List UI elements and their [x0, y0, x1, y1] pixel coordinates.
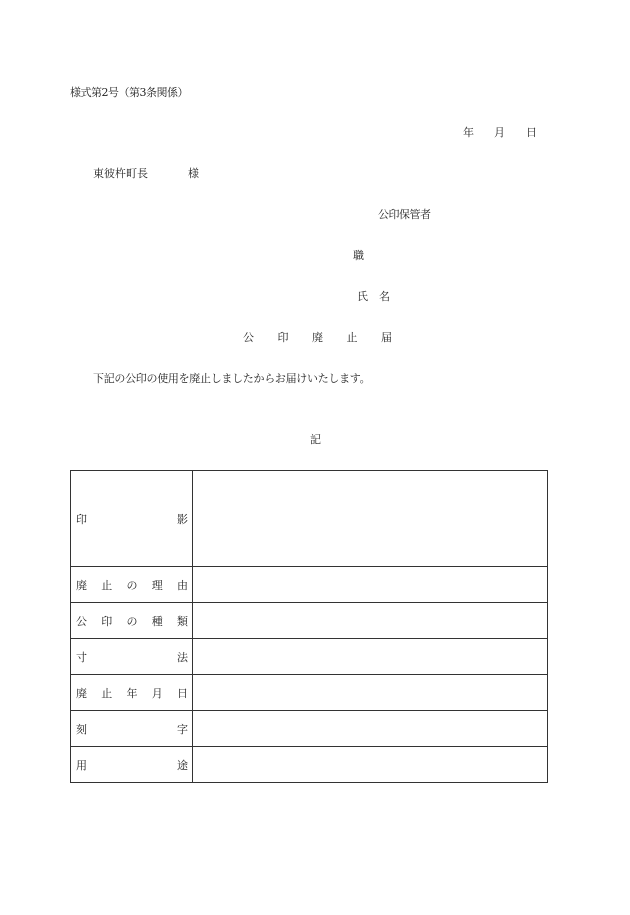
- label-char: 日: [177, 686, 188, 700]
- label-char: の: [126, 614, 138, 628]
- title-char: 公: [243, 331, 254, 344]
- row-label: [71, 567, 193, 603]
- label-char: 公: [76, 614, 87, 628]
- table-row-abolition-date: [71, 675, 548, 711]
- date-year-label: 年: [463, 126, 474, 139]
- label-char: 類: [177, 614, 188, 628]
- title-char: 廃: [312, 331, 323, 344]
- row-label: [71, 471, 193, 567]
- row-label: [71, 639, 193, 675]
- title-char: 印: [277, 331, 289, 344]
- table-row-seal-impression: [71, 471, 548, 567]
- date-line: [463, 126, 537, 140]
- engraving-cell[interactable]: [193, 711, 548, 747]
- date-month-label: 月: [494, 126, 505, 139]
- addressee: [93, 167, 199, 181]
- table-row-seal-type: [71, 603, 548, 639]
- abolition-reason-cell[interactable]: [193, 567, 548, 603]
- table-row-usage: [71, 747, 548, 783]
- label-char: の: [126, 578, 138, 592]
- table-row-engraving: [71, 711, 548, 747]
- name-label: 氏名: [357, 290, 401, 303]
- label-char: 止: [101, 578, 113, 592]
- label-char: 寸: [76, 650, 87, 664]
- row-label: [71, 603, 193, 639]
- label-char: 印: [101, 614, 113, 628]
- label-char: 途: [177, 758, 188, 772]
- dimensions-cell[interactable]: [193, 639, 548, 675]
- intro-text: 下記の公印の使用を廃止しましたからお届けいたします。: [93, 372, 371, 385]
- addressee-suffix: 様: [188, 167, 199, 180]
- label-char: 用: [76, 758, 87, 772]
- row-label: [71, 747, 193, 783]
- row-label: [71, 675, 193, 711]
- label-char: 廃: [76, 686, 87, 700]
- usage-cell[interactable]: [193, 747, 548, 783]
- title-char: 届: [381, 331, 392, 344]
- label-char: 止: [101, 686, 113, 700]
- label-char: 字: [177, 722, 188, 736]
- date-day-label: 日: [526, 126, 537, 139]
- document-title: [243, 331, 392, 345]
- seal-impression-cell[interactable]: [193, 471, 548, 567]
- label-char: 種: [151, 614, 163, 628]
- label-char: 理: [151, 578, 163, 592]
- table-row-dimensions: [71, 639, 548, 675]
- abolition-date-cell[interactable]: [193, 675, 548, 711]
- label-char: 由: [177, 578, 188, 592]
- ki-heading: 記: [310, 433, 321, 446]
- seal-type-cell[interactable]: [193, 603, 548, 639]
- label-char: 印: [76, 512, 87, 526]
- seal-details-table: [70, 470, 548, 783]
- title-char: 止: [346, 331, 358, 344]
- label-char: 法: [177, 650, 188, 664]
- position-label: 職: [353, 249, 364, 262]
- table-row-abolition-reason: [71, 567, 548, 603]
- label-char: 月: [151, 686, 163, 700]
- row-label: [71, 711, 193, 747]
- form-number: 様式第2号（第3条関係）: [70, 86, 188, 99]
- seal-keeper-label: 公印保管者: [378, 208, 431, 221]
- label-char: 影: [177, 512, 188, 526]
- label-char: 年: [126, 686, 138, 700]
- label-char: 刻: [76, 722, 87, 736]
- addressee-name: 東彼杵町長: [93, 167, 148, 180]
- label-char: 廃: [76, 578, 87, 592]
